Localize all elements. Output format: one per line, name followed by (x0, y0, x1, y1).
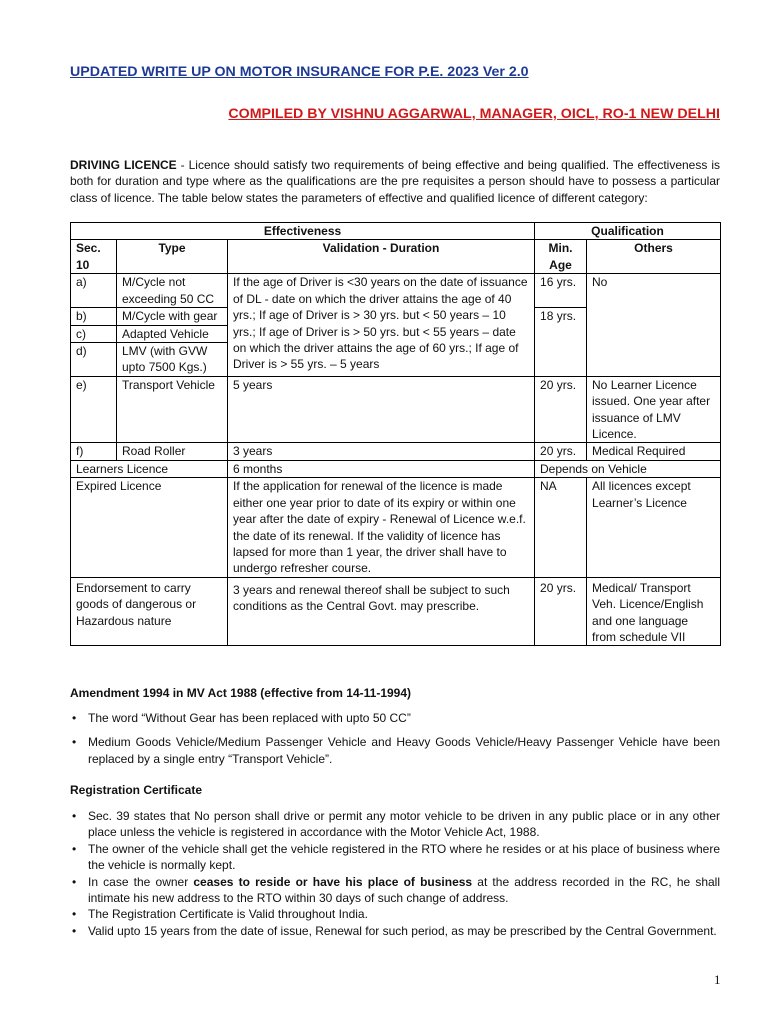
cell-sec: a) (71, 274, 117, 308)
cell-validation: 3 years (228, 443, 535, 460)
cell-validation: If the application for renewal of the licence is made either one year prior to date of its expiry or within one year after the date of expiry - Renewal of Licence w.e.f. the date of its renewal. If the validity of licence has lapsed for more than 1 year, the driver shall have to undergo refresher course. (228, 478, 535, 577)
table-row (71, 577, 721, 646)
cell-min-age: 20 yrs. (535, 376, 587, 443)
list-item: • Valid upto 15 years from the date of issue, Renewal for such period, as may be prescribed by the Central Government. (70, 923, 720, 939)
cell-type: M/Cycle with gear (117, 308, 228, 325)
page-number: 1 (714, 972, 721, 987)
cell-sec: c) (71, 325, 117, 342)
cell-min-age: 18 yrs. (535, 308, 587, 377)
licence-table (70, 222, 721, 646)
cell-type: Transport Vehicle (117, 376, 228, 443)
cell-others: Medical Required (587, 443, 721, 460)
item-text: In case the owner (88, 874, 194, 889)
table-row (71, 460, 721, 477)
cell-type: Road Roller (117, 443, 228, 460)
cell-validation: 5 years (228, 376, 535, 443)
document-title: UPDATED WRITE UP ON MOTOR INSURANCE FOR P.E. 2023 Ver 2.0 (70, 64, 529, 80)
table-row (71, 443, 721, 460)
intro-text: - Licence should satisfy two requirements of being effective and being qualified. The effectiveness is both for duration and type where as the qualifications are the pre requisites a person should have to possess a particular class of licence. The table below states the parameters of effective and qualified licence of different category: (70, 158, 720, 205)
cell-sec: f) (71, 443, 117, 460)
table-row (71, 376, 721, 443)
list-item: • The word “Without Gear has been replaced with upto 50 CC” (70, 710, 720, 726)
header-qualification: Qualification (535, 223, 721, 240)
cell-sec: e) (71, 376, 117, 443)
registration-heading: Registration Certificate (70, 783, 203, 797)
table-row (71, 478, 721, 577)
registration-list (70, 808, 720, 939)
header-others: Others (587, 240, 721, 274)
cell-validation: 6 months (228, 460, 535, 477)
compiled-by: COMPILED BY VISHNU AGGARWAL, MANAGER, OICL, RO-1 NEW DELHI (228, 106, 720, 122)
cell-type: Adapted Vehicle (117, 325, 228, 342)
cell-type: M/Cycle not exceeding 50 CC (117, 274, 228, 308)
header-type: Type (117, 240, 228, 274)
cell-type: Expired Licence (71, 478, 228, 577)
header-validation: Validation - Duration (228, 240, 535, 274)
amendment-list (70, 710, 720, 767)
list-item: • The Registration Certificate is Valid throughout India. (70, 906, 720, 922)
cell-min-age: 20 yrs. (535, 443, 587, 460)
list-item (70, 874, 720, 907)
cell-others: Medical/ Transport Veh. Licence/English and one language from schedule VII (587, 577, 721, 646)
cell-others: No Learner Licence issued. One year after issuance of LMV Licence. (587, 376, 721, 443)
item-bold-text: ceases to reside or have his place of business (193, 874, 473, 889)
item-text: at the address recorded in the RC, he shall intimate his new address to the RTO within 30 days of such change of address. (88, 874, 721, 906)
cell-type: Endorsement to carry goods of dangerous or Hazardous nature (71, 577, 228, 646)
amendment-heading: Amendment 1994 in MV Act 1988 (effective from 14-11-1994) (70, 686, 412, 700)
list-item: • Medium Goods Vehicle/Medium Passenger Vehicle and Heavy Goods Vehicle/Heavy Passenger Vehicle have been replaced by a single entry “Transport Vehicle”. (70, 734, 720, 767)
cell-sec: b) (71, 308, 117, 325)
header-effectiveness: Effectiveness (71, 223, 535, 240)
list-item: • The owner of the vehicle shall get the vehicle registered in the RTO where he resides or at his place of business where the vehicle is normally kept. (70, 841, 720, 874)
header-sec: Sec. 10 (71, 240, 117, 274)
cell-qualification: Depends on Vehicle (535, 460, 721, 477)
intro-lead: DRIVING LICENCE (70, 158, 177, 172)
cell-min-age: 20 yrs. (535, 577, 587, 646)
cell-type: LMV (with GVW upto 7500 Kgs.) (117, 343, 228, 377)
cell-type: Learners Licence (71, 460, 228, 477)
cell-min-age: NA (535, 478, 587, 577)
table-header-row (71, 240, 721, 274)
intro-paragraph (70, 157, 720, 206)
list-item: • Sec. 39 states that No person shall drive or permit any motor vehicle to be driven in any public place or in any other place unless the vehicle is registered in accordance with the Motor Vehicle Act, 1988. (70, 808, 720, 841)
cell-validation: If the age of Driver is <30 years on the date of issuance of DL - date on which the driver attains the age of 40 yrs.; If age of Driver is > 30 yrs. but < 50 years – 10 yrs.; If age of Driver is > 50 yrs. but < 55 years – date on which the driver attains the age of 60 yrs.; If age of Driver is > 55 yrs. – 5 years (228, 274, 535, 376)
cell-validation: 3 years and renewal thereof shall be subject to such conditions as the Central Govt. may prescribe. (228, 577, 535, 646)
table-row (71, 274, 721, 308)
cell-sec: d) (71, 343, 117, 377)
header-min-age: Min. Age (535, 240, 587, 274)
cell-others: All licences except Learner’s Licence (587, 478, 721, 577)
table-group-header-row (71, 223, 721, 240)
cell-min-age: 16 yrs. (535, 274, 587, 308)
cell-others: No (587, 274, 721, 376)
